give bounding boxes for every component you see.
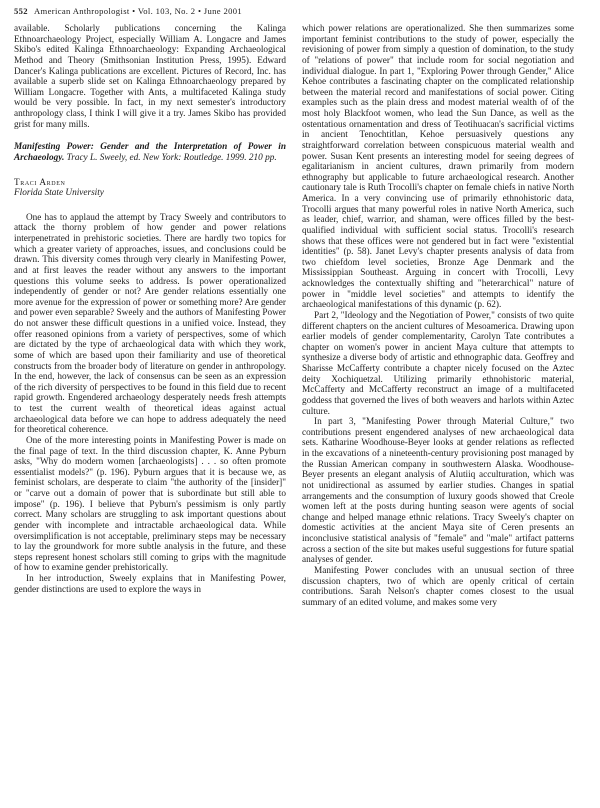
review-paragraph: One has to applaud the attempt by Tracy Sweely and contributors to attack the thorny problem of how gender and power relations interpenetrated in prehistoric societies. There are hardly two topics for which a greater variety of approaches, issues, and conclusions could be drawn. This diversity comes through very clearly in Manifesting Power, and at first leaves the reader without any answers to the important questions this volume seeks to address. Is power operationalized independently of gender or not? Are gender relations essentially one more avenue for the expression of power or something more? Are gender and power even separable? Sweely and the authors of Manifesting Power do not answer these difficult questions in a unified voice. Instead, they offer reasoned opinions from a variety of perspectives, some of which are dictated by the type of archaeological data with which they work, some of which are based upon their familiarity and use of theoretical constructs from the broader body of literature on gender in anthropology. In the end, however, the lack of consensus can be seen as an expression of the rich diversity of perspectives to be found in this field due to recent rapid growth. Engendered archaeology desperately needs fresh attempts to test the current wealth of theoretical ideas against actual archaeological data before we can hope to address adequately the need for theoretical coherence.	[14, 212, 286, 436]
review-paragraph: In part 3, "Manifesting Power through Material Culture," two contributions present engendered analyses of new archaeological data sets. Katharine Woodhouse-Beyer looks at gender relations as reflected in the excavations of a nineteenth-century provisioning post managed by the Russian American company in southwestern Alaska. Woodhouse-Beyer presents an elegant analysis of Alutiiq acculturation, which was not unidirectional as assumed by earlier studies. Changes in spatial arrangements and the consumption of luxury goods showed that Creole women left at the posts during hunting season were agents of social change and helped manage ethnic relations. Tracy Sweely's chapter on domestic activities at the ancient Maya site of Ceren presents an inconclusive statistical analysis of "female" and "male" artifact patterns across a section of the site but makes useful suggestions for future spatial analyses of gender.	[302, 417, 574, 566]
review-paragraph: which power relations are operationalized. She then summarizes some important feminist contributions to the study of power, especially the revisioning of power from simply a question of domination, to the study of "relations of power" that include room for social negotiation and individual dialogue. In part 1, "Exploring Power through Gender," Alice Kehoe contributes a fascinating chapter on the complicated relationship between the material record and manifestations of social power. Citing examples such as the plain dress and modest material wealth of of the most holy Blackfoot women, who lead the Sun Dance, as well as the ostentatious ornamentation and dress of Teotihuacan's sacrificial victims in ancient Tenochtitlan, Kehoe persuasively questions any straightforward correlation between conspicuous material wealth and power. Susan Kent presents an interesting model for seeing degrees of egalitarianism in ancient cultures, drawn primarily from modern ethnography but applicable to future archaeological research. Another cautionary tale is Ruth Trocolli's chapter on female chiefs in native North America. In a very convincing use of primarily ethnohistoric data, Trocolli argues that many powerful roles in native North America, such as leader, chief, warrior, and shaman, were offices filled by the best-qualified individual with sufficient social status. Trocolli's research shows that these offices were not gendered but in fact were "existential identities" (p. 58). Janet Levy's chapter presents analysis of data from two chiefdom level societies, Bronze Age Denmark and the Mississippian Southeast. Arguing in concert with Trocolli, Levy acknowledges the contextually shifting and "heterarchical" nature of power in "middle level societies" and attempts to identify the archaeological manifestations of this dynamic (p. 62).	[302, 24, 574, 311]
page-number: 552	[14, 6, 28, 16]
review-paragraph: Part 2, "Ideology and the Negotiation of Power," consists of two quite different chapters on the ancient cultures of Mesoamerica. Drawing upon earlier models of gender complementarity, Carolyn Tate contributes a chapter on women's power in ancient Maya culture that attempts to synthesize a diverse body of artistic and ethnographic data. Geoffrey and Sharisse McCafferty contribute a chapter nicely focused on the Aztec deity Xochiquetzal. Utilizing primarily ethnohistoric material, McCafferty and McCafferty reconstruct an image of a multifaceted goddess that governed the lives of both weavers and harlots within Aztec culture.	[302, 310, 574, 417]
left-column	[14, 24, 286, 595]
reviewer-affiliation: Florida State University	[14, 188, 104, 199]
review-paragraph: In her introduction, Sweely explains that in Manifesting Power, gender distinctions are used to explore the ways in	[14, 574, 286, 595]
previous-review-ending: available. Scholarly publications concerning the Kalinga Ethnoarchaeology Project, especially William A. Longacre and James Skibo's edited Kalinga Ethnoarchaeology: Expanding Archaeological Method and Theory (Smithsonian Institution Press, 1995). Edward Dancer's Kalinga publications are excellent. Pictures of Record, Inc. has available a superb slide set on Kalinga Ethnoarchaeology prepared by William Longacre. Together with Ants, a multifaceted Kalinga study would be very possible. In fact, in my next semester's introductory anthropology class, I think I will give it a try. James Skibo has provided grist for many mills.	[14, 24, 286, 130]
book-review-heading	[14, 142, 286, 163]
right-column	[302, 24, 574, 608]
running-header	[14, 6, 584, 16]
review-paragraph: One of the more interesting points in Manifesting Power is made on the final page of text. In the third discussion chapter, K. Anne Pyburn asks, "Why do modern women [archaeologists] . . . so often promote essentialist models?" (p. 196). Pyburn argues that it is because we, as feminist scholars, are desperate to claim "the authority of the [insider]" or "carve out a domain of power that is subordinate but still able to impose" (p. 196). I believe that Pyburn's pessimism is only partly correct. Many scholars are struggling to ask important questions about gender with incomplete and intractable archaeological data. While oversimplification is not acceptable, preliminary steps may be necessary to lay the groundwork for more subtle analysis in the future, and these steps represent honest scholars still coming to grips with the magnitude of how to examine gender prehistorically.	[14, 435, 286, 574]
book-title: Manifesting Power: Gender and the Interpretation of Power in Archaeology.	[14, 142, 286, 163]
review-paragraph: Manifesting Power concludes with an unusual section of three discussion chapters, two of which are openly critical of certain contributions. Sarah Nelson's chapter comes closest to the usual summary of an edited volume, and makes some very	[302, 565, 574, 608]
running-head-text: American Anthropologist • Vol. 103, No. 2 • June 2001	[33, 6, 243, 16]
reviewer-name: Traci Arden	[14, 177, 66, 188]
book-editor: Tracy L. Sweely,	[66, 152, 128, 163]
book-publication-info: ed. New York: Routledge. 1999. 210 pp.	[129, 152, 277, 163]
